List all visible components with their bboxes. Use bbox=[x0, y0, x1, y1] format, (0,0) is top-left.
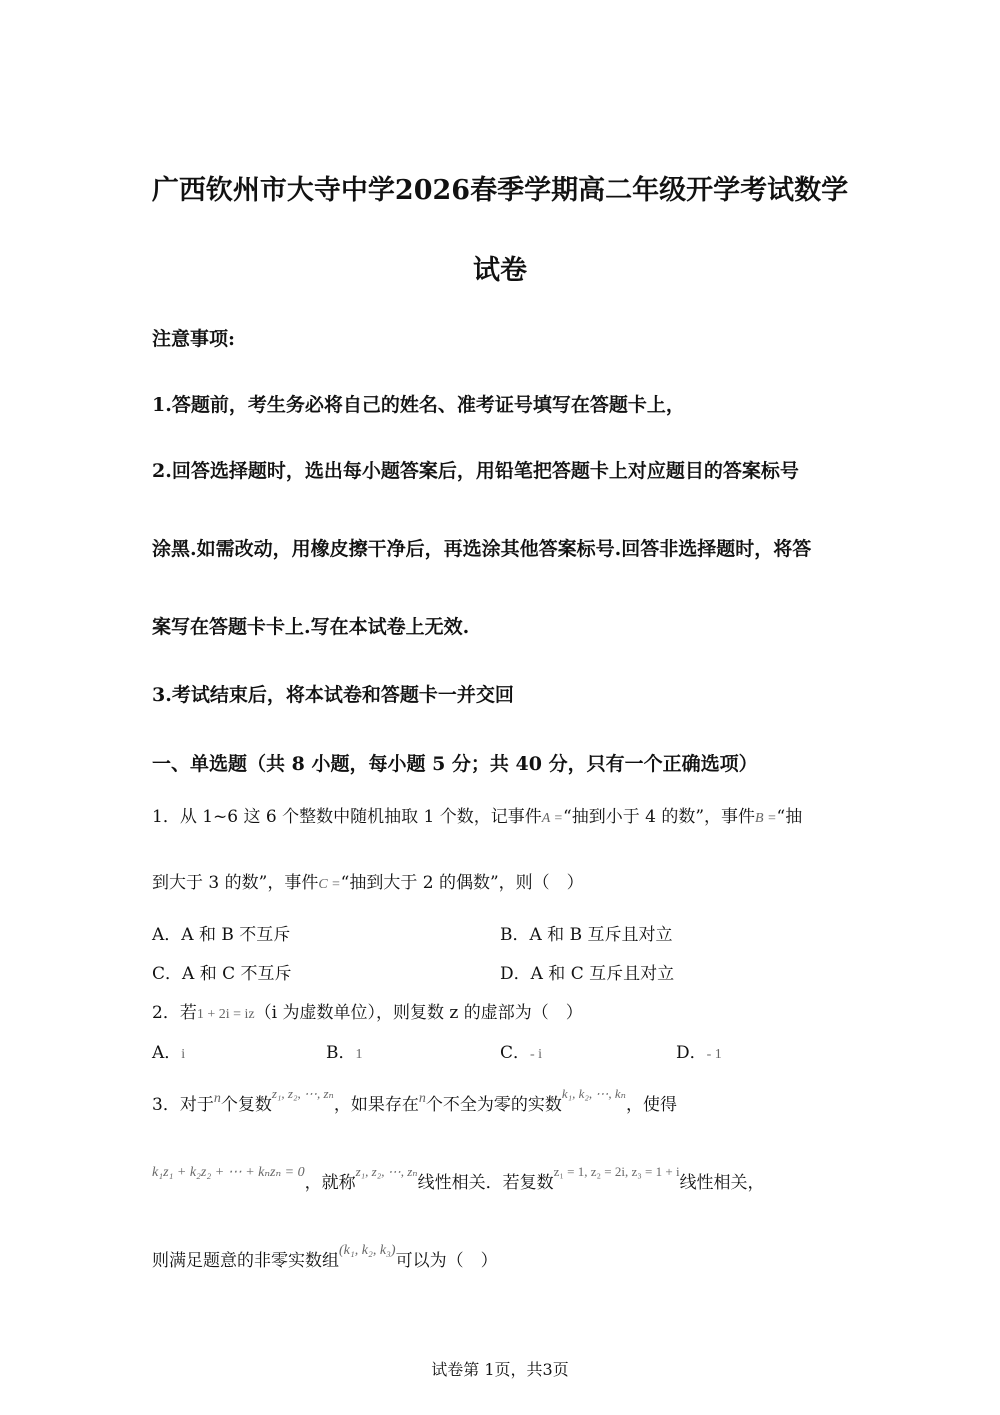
q1-text: 1．从 1~6 这 6 个整数中随机抽取 1 个数，记事件 bbox=[152, 807, 542, 827]
exam-title-line2: 试卷 bbox=[473, 255, 527, 286]
q2-equation: 1 + 2i = iz bbox=[196, 1007, 255, 1022]
q3-linear-sum: k₁z₁ + k₂z₂ + ⋯ + kₙzₙ = 0 bbox=[152, 1165, 305, 1180]
q3-z-list: z₁, z₂, ⋯, zₙ bbox=[355, 1164, 418, 1179]
q3-complex-values: z₁ = 1, z₂ = 2i, z₃ = 1 + i bbox=[553, 1164, 680, 1179]
q2-option-b-value: 1 bbox=[355, 1047, 363, 1062]
notice-item-2-line3: 案写在答题卡卡上.写在本试卷上无效. bbox=[152, 616, 470, 638]
q1-text: “抽到小于 4 的数”，事件 bbox=[563, 807, 756, 827]
q2-option-d-value: - 1 bbox=[706, 1047, 722, 1062]
q1-option-d[interactable]: D．A 和 C 互斥且对立 bbox=[500, 964, 675, 984]
q2-option-d[interactable]: D．- 1 bbox=[676, 1043, 722, 1063]
q3-n: n bbox=[418, 1091, 426, 1106]
q2-option-a-value: i bbox=[181, 1047, 186, 1062]
q1-event-b: B = bbox=[755, 811, 777, 826]
question-3-line3: 则满足题意的非零实数组$^{(k_1, k_2, k_3)}$可以为（ ） bbox=[152, 1243, 498, 1271]
q2-option-a[interactable]: A．i bbox=[152, 1043, 186, 1063]
q1-option-c[interactable]: C．A 和 C 不互斥 bbox=[152, 964, 292, 984]
notice-item-3: 3.考试结束后，将本试卷和答题卡一并交回 bbox=[152, 684, 514, 706]
question-1-line1 bbox=[152, 802, 802, 827]
question-1-line2 bbox=[152, 868, 584, 893]
q1-text: 到大于 3 的数”，事件 bbox=[152, 873, 319, 893]
q2-option-b[interactable]: B．1 bbox=[326, 1043, 363, 1063]
exam-title-line1: 广西钦州市大寺中学2026春季学期高二年级开学考试数学 bbox=[151, 175, 849, 206]
q2-option-c[interactable]: C．- i bbox=[500, 1043, 543, 1063]
question-3-line1: 3．对于$^n$个复数$^{z_1, z_2, \cdots, z_n}$，如果存在$^n$个不全为零的实数$^{k_1, k_2, \cdots, k_n}$，使得 bbox=[152, 1086, 677, 1115]
question-2 bbox=[152, 998, 583, 1023]
q3-k-list: k₁, k₂, ⋯, kₙ bbox=[561, 1086, 626, 1101]
q2-option-c-value: - i bbox=[530, 1047, 543, 1062]
q1-option-b[interactable]: B．A 和 B 互斥且对立 bbox=[500, 925, 673, 945]
q1-text: “抽到大于 2 的偶数”，则（ ） bbox=[340, 873, 584, 893]
notice-item-2-line1: 2.回答选择题时，选出每小题答案后，用铅笔把答题卡上对应题目的答案标号 bbox=[152, 460, 799, 482]
notice-item-1: 1.答题前，考生务必将自己的姓名、准考证号填写在答题卡上， bbox=[152, 394, 685, 416]
notice-heading: 注意事项: bbox=[152, 328, 236, 350]
q3-n: n bbox=[213, 1091, 221, 1106]
notice-item-2-line2: 涂黑.如需改动，用橡皮擦干净后，再选涂其他答案标号.回答非选择题时，将答 bbox=[152, 538, 812, 560]
q2-text: 2．若 bbox=[152, 1003, 197, 1023]
section-heading: 一、单选题（共 8 小题，每小题 5 分；共 40 分，只有一个正确选项） bbox=[152, 753, 758, 775]
question-3-line2: $^{k_1z_1 + k_2z_2 + \cdots + k_nz_n = 0}$，就称$^{z_1, z_2, \cdots, z_n}$线性相关．若复数$^{z_1 = 1, z_2 = 2i, z_3 = 1 + i}$线性相关， bbox=[152, 1164, 765, 1193]
q1-text: “抽 bbox=[776, 807, 803, 827]
page-footer: 试卷第 1页，共3页 bbox=[431, 1360, 569, 1379]
q1-event-c: C = bbox=[318, 877, 341, 892]
q3-z-list: z₁, z₂, ⋯, zₙ bbox=[271, 1086, 334, 1101]
q2-text: （i 为虚数单位），则复数 z 的虚部为（ ） bbox=[254, 1003, 583, 1023]
q3-k-tuple: (k₁, k₂, k₃) bbox=[339, 1243, 396, 1258]
q1-option-a[interactable]: A．A 和 B 不互斥 bbox=[152, 925, 291, 945]
q1-event-a: A = bbox=[541, 811, 563, 826]
